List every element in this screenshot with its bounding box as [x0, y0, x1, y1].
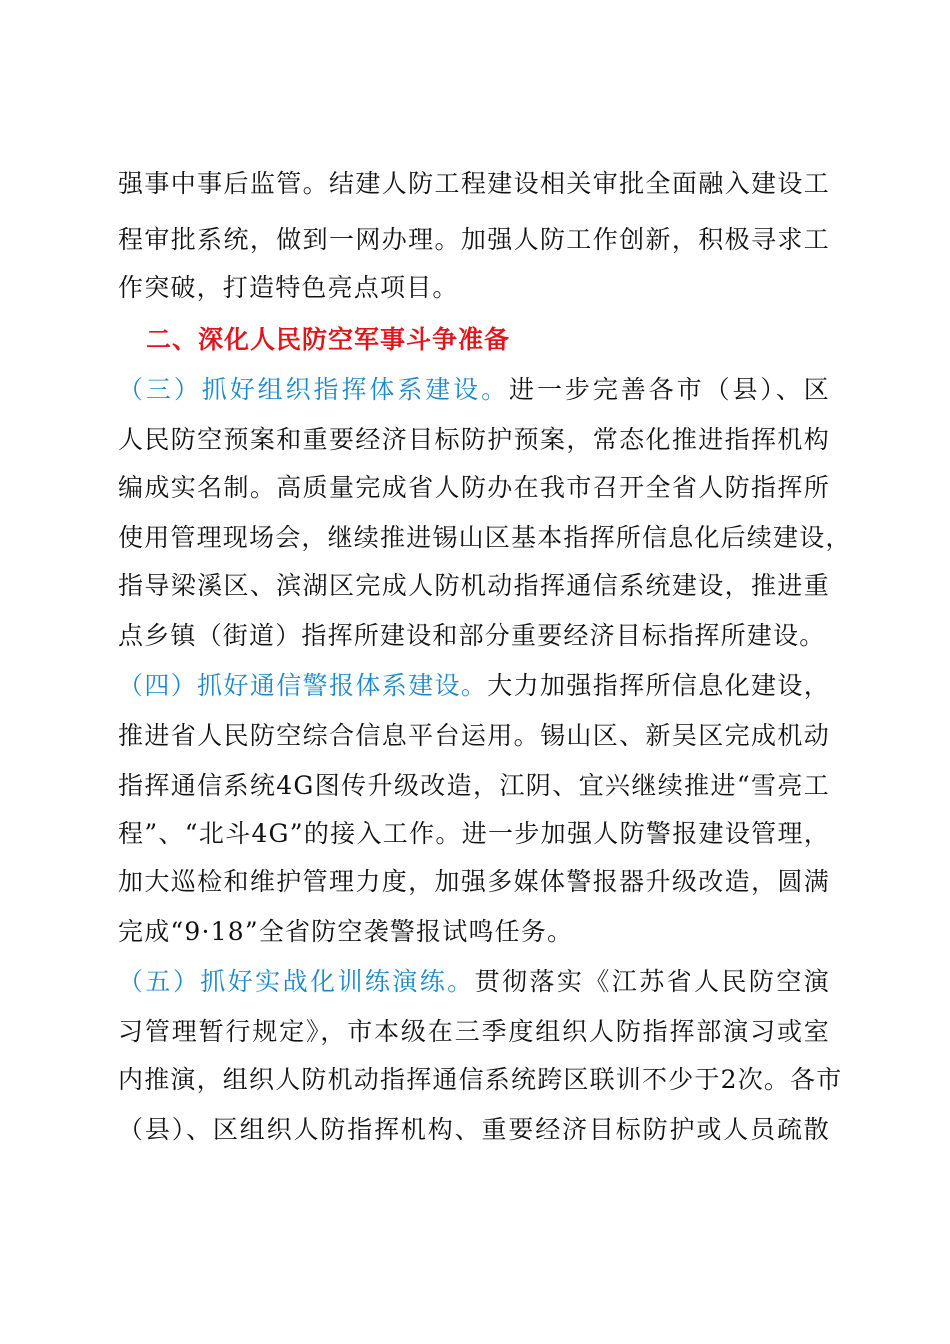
- paragraph-line: 编成实名制。高质量完成省人防办在我市召开全省人防指挥所: [118, 473, 830, 502]
- paragraph-line: 内推演，组织人防机动指挥通信系统跨区联训不少于2次。各市: [118, 1065, 843, 1094]
- paragraph-line: 使用管理现场会，继续推进锡山区基本指挥所信息化后续建设，: [118, 523, 852, 552]
- paragraph-line: 推进省人民防空综合信息平台运用。锡山区、新吴区完成机动: [118, 721, 830, 750]
- paragraph-line: 程审批系统，做到一网办理。加强人防工作创新，积极寻求工: [118, 225, 830, 254]
- paragraph-line: 完成“9·18”全省防空袭警报试鸣任务。: [118, 917, 574, 946]
- paragraph-line: 程”、“北斗4G”的接入工作。进一步加强人防警报建设管理，: [118, 819, 830, 848]
- subsection-title: （五）抓好实战化训练演练。: [118, 967, 475, 996]
- paragraph-line: 习管理暂行规定》，市本级在三季度组织人防指挥部演习或室: [118, 1017, 830, 1046]
- section-first-line: [118, 370, 830, 410]
- paragraph-line: 加大巡检和维护管理力度，加强多媒体警报器升级改造，圆满: [118, 867, 830, 896]
- paragraph-line: 指挥通信系统4G图传升级改造，江阴、宜兴继续推进“雪亮工: [118, 771, 830, 800]
- section-heading: 二、深化人民防空军事斗争准备: [146, 325, 511, 354]
- paragraph-line: 人民防空预案和重要经济目标防护预案，常态化推进指挥机构: [118, 425, 830, 454]
- paragraph-line: 指导梁溪区、滨湖区完成人防机动指挥通信系统建设，推进重: [118, 571, 830, 600]
- section-first-line: [118, 666, 830, 706]
- paragraph-line: 强事中事后监管。结建人防工程建设相关审批全面融入建设工: [118, 169, 830, 198]
- subsection-title: （四）抓好通信警报体系建设。: [118, 671, 488, 700]
- paragraph-line: （县）、区组织人防指挥机构、重要经济目标防护或人员疏散: [118, 1115, 830, 1144]
- paragraph-text: 大力加强指挥所信息化建设，: [487, 671, 830, 700]
- paragraph-text: 贯彻落实《江苏省人民防空演: [474, 967, 830, 996]
- paragraph-line: 作突破，打造特色亮点项目。: [118, 273, 459, 302]
- subsection-title: （三）抓好组织指挥体系建设。: [118, 375, 510, 404]
- paragraph-text: 进一步完善各市（县）、区: [509, 375, 830, 404]
- paragraph-line: 点乡镇（街道）指挥所建设和部分重要经济目标指挥所建设。: [118, 621, 826, 650]
- section-first-line: [118, 962, 830, 1002]
